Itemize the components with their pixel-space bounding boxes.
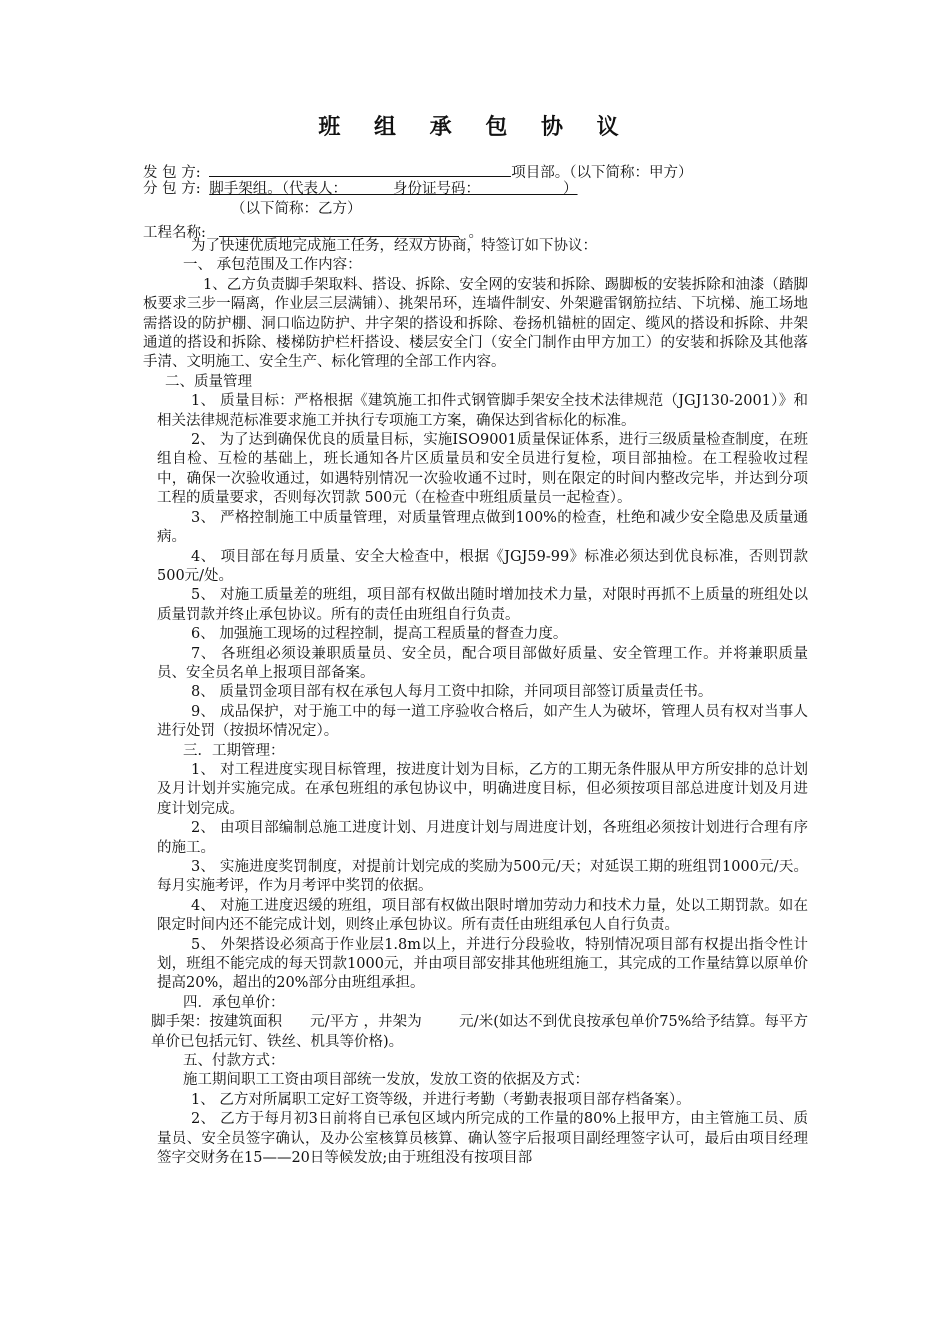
fabao-tail: 项目部。（以下简称：甲方） — [511, 165, 693, 181]
list-item: 5、 外架搭设必须高于作业层1.8m以上，并进行分段验收，特别情况项目部有权提出指令性计划，班组不能完成的每天罚款1000元，并由项目部安排其他班组施工，其完成的工作量结算以原单价提高20%，超出的20%部分由班组承担。 — [157, 936, 808, 992]
section-heading: 三．工期管理： — [183, 742, 285, 759]
section-heading: 二、质量管理 — [165, 373, 252, 390]
list-item: 1、 乙方对所属职工定好工资等级，并进行考勤（考勤表报项目部存档备案）。 — [191, 1091, 691, 1108]
payment-intro: 施工期间职工工资由项目部统一发放，发放工资的依据及方式： — [183, 1072, 589, 1089]
list-item: 4、 项目部在每月质量、安全大检查中，根据《JGJ59-99》标准必须达到优良标准，否则罚款500元/处。 — [157, 548, 808, 584]
section-heading: 五、付款方式： — [183, 1053, 285, 1070]
list-item: 1、乙方负责脚手架取料、搭设、拆除、安全网的安装和拆除、踢脚板的安装拆除和油漆（踏脚板要求三步一隔离，作业层三层满铺）、挑架吊环，连墙件制安、外架避雷钢筋拉结、下坑梯、施工场地需搭设的防护棚、洞口临边防护、井字架的搭设和拆除、卷扬机锚桩的固定、缆风的搭设和拆除、井架通道的搭设和拆除、楼梯防护栏杆搭设、楼层安全门（安全门制作由甲方加工）的安装和拆除及其他落手清、文明施工、安全生产、标化管理的全部工作内容。 — [143, 276, 808, 371]
list-item: 5、 对施工质量差的班组，项目部有权做出随时增加技术力量，对限时再抓不上质量的班组处以质量罚款并终止承包协议。所有的责任由班组自行负责。 — [157, 587, 808, 623]
project-label: 工程名称: — [143, 225, 206, 241]
list-item: 9、 成品保护，对于施工中的每一道工序验收合格后，如产生人为破坏，管理人员有权对当事人进行处罚（按损坏情况定）。 — [157, 703, 808, 740]
unit-price-paragraph: 脚手架：按建筑面积 元/平方 ，井架为 元/米(如达不到优良按承包单价75%给予结算。每平方单价已包括元钉、铁丝、机具等价格)。 — [151, 1014, 808, 1050]
list-item: 8、 质量罚金项目部有权在承包人每月工资中扣除，并同项目部签订质量责任书。 — [191, 684, 713, 701]
list-item: 6、 加强施工现场的过程控制，提高工程质量的督查力度。 — [191, 626, 568, 643]
page-title: 班 组 承 包 协 议 — [318, 115, 632, 140]
section-heading: 一、 承包范围及工作内容： — [183, 257, 362, 274]
fabao-blank — [209, 160, 511, 177]
project-tail: 。 — [468, 225, 483, 241]
list-item: 4、 对施工进度迟缓的班组，项目部有权做出限时增加劳动力和技术力量，处以工期罚款。如在限定时间内还不能完成计划，则终止承包协议。所有责任由班组承包人自行负责。 — [157, 897, 808, 934]
list-item: 1、 质量目标：严格根据《建筑施工扣件式钢管脚手架安全技术法律规范（JGJ130-2001）》和相关法律规范标准要求施工并执行专项施工方案，确保达到省标化的标准。 — [157, 393, 808, 429]
list-item: 1、 对工程进度实现目标管理，按进度计划为目标，乙方的工期无条件服从甲方所安排的总计划及月计划并实施完成。在承包班组的承包协议中，明确进度目标，但必须按项目部总进度计划及月进度计划完成。 — [157, 761, 808, 817]
subcontractor-line — [143, 180, 578, 199]
fenbao-label: 分 包 方: — [143, 181, 201, 197]
section-heading: 四．承包单价： — [183, 994, 285, 1011]
list-item: 2、 为了达到确保优良的质量目标，实施ISO9001质量保证体系，进行三级质量检查制度，在班组自检、互检的基础上，班长通知各片区质量员和安全员进行复检，项目部抽检。在工程验收过程中，确保一次验收通过，如遇特别情况一次验收通不过时，则在限定的时间内整改完毕，并达到分项工程的质量要求，否则每次罚款 500元（在检查中班组质量员一起检查）。 — [157, 432, 808, 507]
list-item: 3、 严格控制施工中质量管理，对质量管理点做到100%的检查，杜绝和减少安全隐患及质量通病。 — [157, 509, 808, 546]
fenbao-value: 脚手架组。（代表人： 身份证号码： ） — [209, 181, 578, 197]
list-item: 2、 乙方于每月初3日前将自已承包区域内所完成的工作量的80%上报甲方，由主管施工员、质量员、安全员签字确认，及办公室核算员核算、确认签字后报项目副经理签字认可，最后由项目经理签字交财务在15——20日等候发放;由于班组没有按项目部 — [157, 1111, 808, 1167]
list-item: 3、 实施进度奖罚制度，对提前计划完成的奖励为500元/天；对延误工期的班组罚1000元/天。每月实施考评，作为月考评中奖罚的依据。 — [157, 859, 808, 895]
subcontractor-alias: （以下简称：乙方） — [231, 201, 362, 217]
list-item: 2、 由项目部编制总施工进度计划、月进度计划与周进度计划，各班组必须按计划进行合理有序的施工。 — [157, 820, 808, 856]
intro-paragraph: 为了快速优质地完成施工任务，经双方协商，特签订如下协议： — [191, 238, 597, 254]
list-item: 7、 各班组必须设兼职质量员、安全员，配合项目部做好质量、安全管理工作。并将兼职质量员、安全员名单上报项目部备案。 — [157, 645, 808, 681]
fabao-label: 发 包 方: — [143, 165, 201, 181]
agreement-body — [143, 237, 808, 1169]
project-blank — [219, 220, 459, 237]
